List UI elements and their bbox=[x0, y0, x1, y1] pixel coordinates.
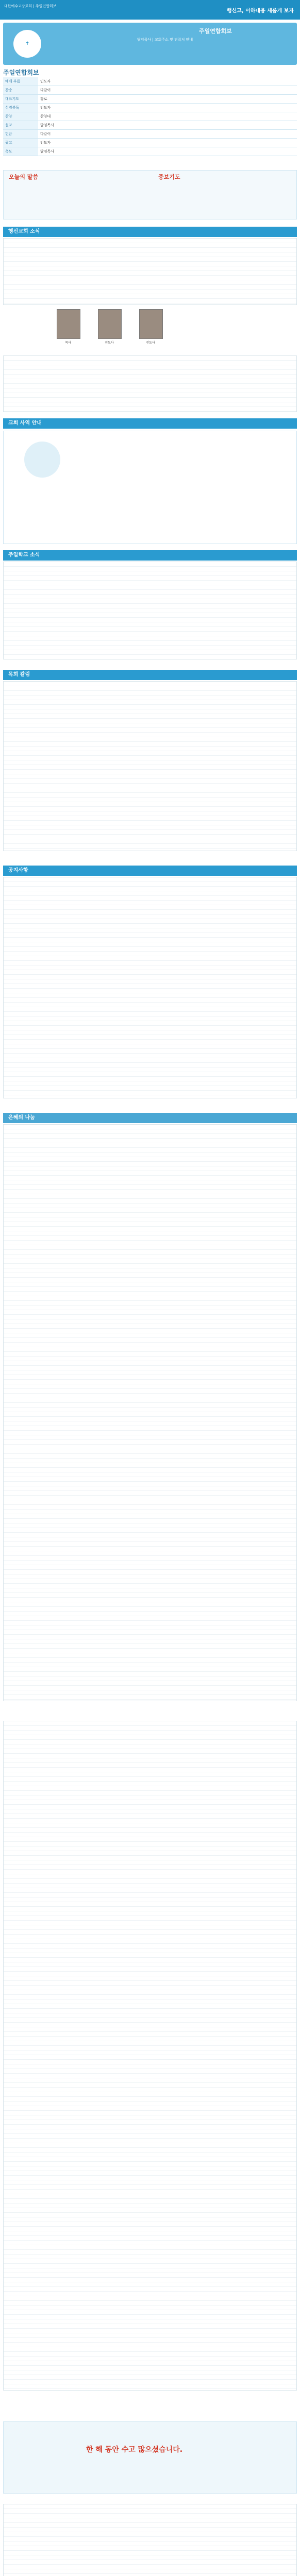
education-lines bbox=[3, 562, 297, 659]
order-value: 찬양대 bbox=[38, 112, 297, 121]
sermon-panel bbox=[3, 170, 297, 219]
church-header bbox=[3, 23, 297, 65]
order-label: 축도 bbox=[3, 147, 38, 156]
staff-photo-3 bbox=[139, 309, 163, 339]
news-bar: 행신교회 소식 bbox=[3, 227, 297, 237]
closing-text-lines bbox=[3, 2504, 297, 2576]
banner-right-text: 행신고, 이하내용 새롭게 보자 bbox=[226, 8, 294, 14]
order-label: 성경봉독 bbox=[3, 104, 38, 112]
order-value: 인도자 bbox=[38, 139, 297, 147]
church-name: 주일연합회보 bbox=[199, 28, 232, 35]
banner-left-text: 대한예수교장로회 | 주일연합회보 bbox=[4, 4, 57, 8]
staff-photo-2 bbox=[98, 309, 122, 339]
ministry-table bbox=[3, 355, 297, 412]
church-logo-icon: ✝ bbox=[13, 30, 41, 58]
essay-bar: 은혜의 나눔 bbox=[3, 1113, 297, 1123]
staff-caption-2: 전도사 bbox=[105, 341, 114, 345]
ministry-panel bbox=[3, 431, 297, 544]
order-label: 설교 bbox=[3, 121, 38, 130]
closing-panel bbox=[3, 2421, 297, 2494]
news-lines bbox=[3, 238, 297, 305]
order-row bbox=[3, 112, 297, 121]
ministry-bar: 교회 사역 안내 bbox=[3, 418, 297, 429]
sermon-title: 오늘의 말씀 bbox=[9, 174, 38, 180]
order-value: 인도자 bbox=[38, 77, 297, 86]
essay-lines bbox=[3, 1124, 297, 1701]
order-label: 찬송 bbox=[3, 86, 38, 95]
order-label: 예배 부름 bbox=[3, 77, 38, 86]
order-label: 광고 bbox=[3, 139, 38, 147]
order-row bbox=[3, 86, 297, 95]
order-label: 헌금 bbox=[3, 130, 38, 139]
ministry-graphic bbox=[24, 442, 60, 478]
order-value: 다같이 bbox=[38, 86, 297, 95]
order-label: 대표기도 bbox=[3, 95, 38, 104]
notice-bar: 공지사항 bbox=[3, 866, 297, 876]
order-row bbox=[3, 77, 297, 86]
order-row bbox=[3, 139, 297, 147]
order-row bbox=[3, 104, 297, 112]
staff-caption-3: 전도사 bbox=[146, 341, 155, 345]
order-label: 찬양 bbox=[3, 112, 38, 121]
prayer-title: 중보기도 bbox=[158, 174, 180, 180]
order-value: 담임목사 bbox=[38, 147, 297, 156]
order-value: 다같이 bbox=[38, 130, 297, 139]
staff-caption-1: 목사 bbox=[65, 341, 71, 345]
order-row bbox=[3, 121, 297, 130]
column-bar: 목회 칼럼 bbox=[3, 670, 297, 680]
education-bar: 주일학교 소식 bbox=[3, 550, 297, 561]
order-value: 장로 bbox=[38, 95, 297, 104]
order-row bbox=[3, 95, 297, 104]
church-info: 담임목사 | 교회주소 및 연락처 안내 bbox=[137, 38, 193, 42]
worship-order-table bbox=[3, 77, 297, 156]
order-value: 인도자 bbox=[38, 104, 297, 112]
worship-order-title: 주일연합회보 bbox=[3, 69, 39, 76]
order-row bbox=[3, 147, 297, 156]
top-banner bbox=[0, 0, 300, 20]
order-value: 담임목사 bbox=[38, 121, 297, 130]
column-lines bbox=[3, 681, 297, 851]
notice-lines bbox=[3, 877, 297, 1098]
lower-content-lines bbox=[3, 1721, 297, 2391]
order-row bbox=[3, 130, 297, 139]
staff-photo-1 bbox=[57, 309, 80, 339]
closing-title: 한 해 동안 수고 많으셨습니다. bbox=[86, 2446, 183, 2454]
